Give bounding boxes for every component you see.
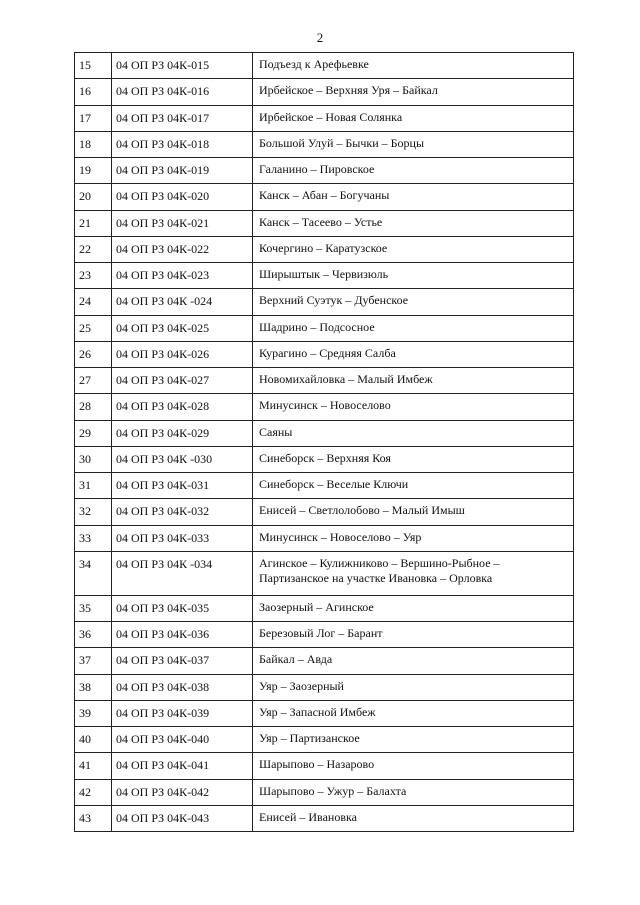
table-row (75, 595, 574, 621)
road-name-line: Байкал – Авда (259, 652, 333, 667)
road-code-cell: 04 ОП РЗ 04К-017 (112, 105, 253, 131)
road-name-cell (253, 184, 574, 210)
table-row (75, 551, 574, 595)
road-name-cell (253, 595, 574, 621)
road-name-line: Енисей – Светлолобово – Малый Имыш (259, 503, 465, 518)
row-number-cell: 36 (75, 622, 112, 648)
road-name-line: Ирбейское – Новая Солянка (259, 109, 403, 124)
road-name-cell (253, 236, 574, 262)
road-name-line: Канск – Абан – Богучаны (259, 188, 390, 203)
road-code-cell: 04 ОП РЗ 04К-015 (112, 53, 253, 79)
road-code-cell: 04 ОП РЗ 04К-018 (112, 131, 253, 157)
road-code-cell: 04 ОП РЗ 04К -024 (112, 289, 253, 315)
road-code-cell: 04 ОП РЗ 04К-022 (112, 236, 253, 262)
table-row (75, 727, 574, 753)
page-number: 2 (316, 30, 324, 45)
road-name-cell (253, 648, 574, 674)
road-name-line: Ирбейское – Верхняя Уря – Байкал (259, 83, 438, 98)
road-name-cell (253, 551, 574, 595)
table-row (75, 210, 574, 236)
table-row (75, 473, 574, 499)
table-row (75, 674, 574, 700)
table-row (75, 648, 574, 674)
road-name-cell (253, 79, 574, 105)
road-name-line: Подъезд к Арефьевке (259, 57, 369, 71)
table-row (75, 289, 574, 315)
row-number-cell: 42 (75, 779, 112, 805)
road-code-cell: 04 ОП РЗ 04К -030 (112, 446, 253, 472)
row-number-cell: 24 (75, 289, 112, 315)
road-name-cell (253, 499, 574, 525)
table-row (75, 394, 574, 420)
road-name-line: Уяр – Заозерный (259, 678, 344, 693)
row-number-cell: 32 (75, 499, 112, 525)
table-row (75, 368, 574, 394)
table-row (75, 341, 574, 367)
road-name-cell (253, 727, 574, 753)
table-row (75, 158, 574, 184)
table-row (75, 263, 574, 289)
road-code-cell: 04 ОП РЗ 04К-023 (112, 263, 253, 289)
road-code-cell: 04 ОП РЗ 04К-028 (112, 394, 253, 420)
road-code-cell: 04 ОП РЗ 04К-042 (112, 779, 253, 805)
road-name-line: Минусинск – Новоселово – Уяр (259, 529, 422, 544)
road-name-line: Агинское – Кулижниково – Вершино-Рыбное – (259, 555, 500, 570)
row-number-cell: 34 (75, 551, 112, 595)
road-name-line: Партизанское на участке Ивановка – Орловка (259, 570, 493, 585)
road-code-cell: 04 ОП РЗ 04К-020 (112, 184, 253, 210)
road-code-cell: 04 ОП РЗ 04К-040 (112, 727, 253, 753)
row-number-cell: 22 (75, 236, 112, 262)
road-code-cell: 04 ОП РЗ 04К -034 (112, 551, 253, 595)
row-number-cell: 28 (75, 394, 112, 420)
road-name-cell (253, 446, 574, 472)
road-code-cell: 04 ОП РЗ 04К-029 (112, 420, 253, 446)
road-name-cell (253, 53, 574, 79)
road-code-cell: 04 ОП РЗ 04К-026 (112, 341, 253, 367)
road-name-line: Канск – Тасеево – Устье (259, 214, 383, 229)
row-number-cell: 20 (75, 184, 112, 210)
row-number-cell: 18 (75, 131, 112, 157)
road-list-table (74, 52, 574, 832)
road-name-cell (253, 473, 574, 499)
row-number-cell: 30 (75, 446, 112, 472)
table-row (75, 525, 574, 551)
row-number-cell: 43 (75, 805, 112, 831)
table-row (75, 131, 574, 157)
row-number-cell: 41 (75, 753, 112, 779)
road-name-cell (253, 525, 574, 551)
row-number-cell: 21 (75, 210, 112, 236)
road-name-cell (253, 753, 574, 779)
road-code-cell: 04 ОП РЗ 04К-036 (112, 622, 253, 648)
road-code-cell: 04 ОП РЗ 04К-037 (112, 648, 253, 674)
table-row (75, 753, 574, 779)
road-name-line: Шарыпово – Назарово (259, 757, 375, 772)
row-number-cell: 37 (75, 648, 112, 674)
row-number-cell: 15 (75, 53, 112, 79)
road-code-cell: 04 ОП РЗ 04К-035 (112, 595, 253, 621)
table-row (75, 79, 574, 105)
road-name-line: Уяр – Запасной Имбеж (259, 704, 376, 719)
table-row (75, 105, 574, 131)
road-name-line: Саяны (259, 424, 293, 439)
road-code-cell: 04 ОП РЗ 04К-016 (112, 79, 253, 105)
road-name-cell (253, 805, 574, 831)
road-name-line: Верхний Суэтук – Дубенское (259, 293, 409, 308)
road-name-line: Галанино – Пировское (259, 162, 375, 176)
row-number-cell: 19 (75, 158, 112, 184)
table-row (75, 236, 574, 262)
table-row (75, 622, 574, 648)
table-row (75, 499, 574, 525)
road-name-line: Шадрино – Подсосное (259, 319, 375, 334)
row-number-cell: 33 (75, 525, 112, 551)
road-name-line: Новомихайловка – Малый Имбеж (259, 372, 433, 386)
road-name-line: Ширыштык – Червизюль (259, 267, 389, 281)
row-number-cell: 35 (75, 595, 112, 621)
road-code-cell: 04 ОП РЗ 04К-041 (112, 753, 253, 779)
row-number-cell: 26 (75, 341, 112, 367)
road-code-cell: 04 ОП РЗ 04К-038 (112, 674, 253, 700)
road-name-cell (253, 105, 574, 131)
road-name-cell (253, 779, 574, 805)
row-number-cell: 27 (75, 368, 112, 394)
road-code-cell: 04 ОП РЗ 04К-019 (112, 158, 253, 184)
road-name-line: Синеборск – Веселые Ключи (259, 477, 409, 491)
road-code-cell: 04 ОП РЗ 04К-025 (112, 315, 253, 341)
table-row (75, 805, 574, 831)
road-name-cell (253, 700, 574, 726)
road-name-cell (253, 420, 574, 446)
table-row (75, 779, 574, 805)
row-number-cell: 29 (75, 420, 112, 446)
road-name-cell (253, 263, 574, 289)
road-name-cell (253, 341, 574, 367)
row-number-cell: 17 (75, 105, 112, 131)
road-code-cell: 04 ОП РЗ 04К-021 (112, 210, 253, 236)
road-name-cell (253, 368, 574, 394)
road-name-cell (253, 289, 574, 315)
road-name-line: Заозерный – Агинское (259, 599, 374, 614)
road-code-cell: 04 ОП РЗ 04К-027 (112, 368, 253, 394)
road-name-line: Березовый Лог – Барант (259, 626, 383, 640)
table-row (75, 446, 574, 472)
road-name-cell (253, 674, 574, 700)
road-name-line: Синеборск – Верхняя Коя (259, 450, 391, 465)
table-row (75, 184, 574, 210)
table-row (75, 700, 574, 726)
road-code-cell: 04 ОП РЗ 04К-032 (112, 499, 253, 525)
row-number-cell: 40 (75, 727, 112, 753)
road-code-cell: 04 ОП РЗ 04К-031 (112, 473, 253, 499)
road-name-cell (253, 131, 574, 157)
road-list-body (75, 53, 574, 832)
row-number-cell: 38 (75, 674, 112, 700)
row-number-cell: 31 (75, 473, 112, 499)
road-name-cell (253, 315, 574, 341)
road-name-line: Курагино – Средняя Салба (259, 345, 396, 360)
table-row (75, 53, 574, 79)
table-row (75, 315, 574, 341)
road-name-line: Большой Улуй – Бычки – Борцы (259, 135, 425, 150)
road-name-line: Уяр – Партизанское (259, 731, 360, 745)
road-name-cell (253, 158, 574, 184)
row-number-cell: 16 (75, 79, 112, 105)
road-name-cell (253, 622, 574, 648)
road-name-line: Кочергино – Каратузское (259, 240, 388, 255)
row-number-cell: 25 (75, 315, 112, 341)
road-code-cell: 04 ОП РЗ 04К-033 (112, 525, 253, 551)
road-code-cell: 04 ОП РЗ 04К-043 (112, 805, 253, 831)
road-name-cell (253, 210, 574, 236)
road-name-line: Енисей – Ивановка (259, 809, 357, 824)
road-name-cell (253, 394, 574, 420)
road-code-cell: 04 ОП РЗ 04К-039 (112, 700, 253, 726)
road-name-line: Шарыпово – Ужур – Балахта (259, 783, 407, 798)
row-number-cell: 23 (75, 263, 112, 289)
row-number-cell: 39 (75, 700, 112, 726)
road-name-line: Минусинск – Новоселово (259, 398, 391, 413)
table-row (75, 420, 574, 446)
